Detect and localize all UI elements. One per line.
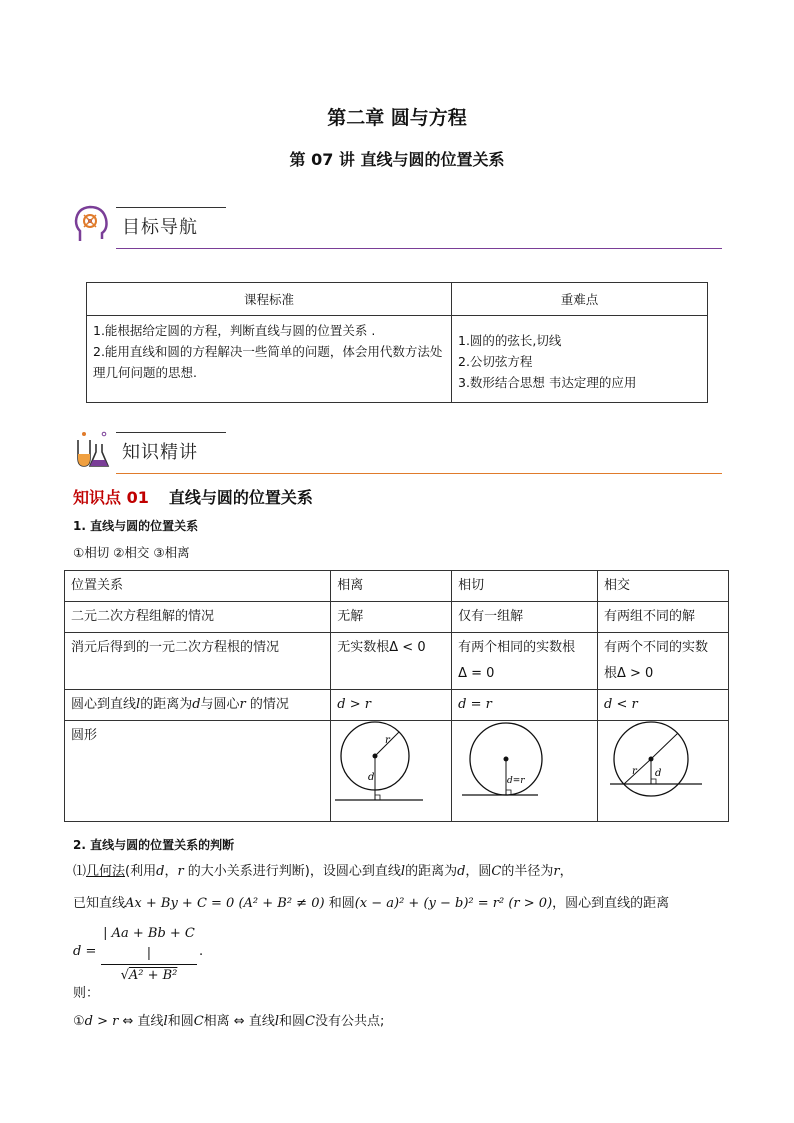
label-d: d <box>368 772 375 783</box>
diagram-tangent-cell <box>452 721 598 822</box>
section-knowledge-title: 知识精讲 <box>122 442 198 463</box>
row1-c2: 仅有一组解 <box>452 602 598 633</box>
key-point-item: 2.公切弦方程 <box>458 354 533 369</box>
judgement-paragraph <box>73 858 753 1036</box>
standard-item: 1.能根据给定圆的方程，判断直线与圆的位置关系 . <box>93 323 376 338</box>
kp-title: 直线与圆的位置关系 <box>168 488 313 507</box>
row2-c2-line1: 有两个相同的实数根 <box>458 640 576 655</box>
then-label: 则： <box>73 986 100 1001</box>
row3-c2: d = r <box>452 690 598 721</box>
distance-formula: d = | Aa + Bb + C | √A² + B² . <box>73 926 204 983</box>
th-position: 位置关系 <box>65 571 331 602</box>
head-brain-icon <box>72 203 110 245</box>
circle-equation: (x − a)² + (y − b)² = r² (r > 0) <box>354 896 553 911</box>
lab-flask-icon <box>72 428 110 470</box>
lecture-title: 第 07 讲 直线与圆的位置关系 <box>289 150 505 169</box>
diagram-intersect-cell <box>598 721 729 822</box>
th-tangent: 相切 <box>452 571 598 602</box>
para-line1: ⑴几何法(利用d，r 的大小关系进行判断)，设圆心到直线l的距离为d，圆C的半径为r， <box>73 864 573 879</box>
goal-col1-header: 课程标准 <box>87 283 452 316</box>
row2-c3-line1: 有两个不同的实数 <box>604 640 709 655</box>
key-point-item: 1.圆的的弦长,切线 <box>458 333 562 348</box>
goal-col2-header: 重难点 <box>452 283 708 316</box>
standards-cell <box>87 316 452 403</box>
standard-item: 2.能用直线和圆的方程解决一些简单的问题，体会用代数方法处理几何问题的思想. <box>93 344 443 380</box>
position-table <box>64 570 729 822</box>
row1-c1: 无解 <box>331 602 452 633</box>
row3-c1: d > r <box>331 690 452 721</box>
label-d: d <box>655 768 662 779</box>
th-intersect: 相交 <box>598 571 729 602</box>
row3-c3: d < r <box>598 690 729 721</box>
section-knowledge-header <box>72 428 722 474</box>
rule-separate: ①d > r ⇔ 直线l和圆C相离 ⇔ 直线l和圆C没有公共点; <box>73 1014 385 1029</box>
diagram-separate <box>331 721 439 811</box>
label-dr: d=r <box>507 776 525 786</box>
key-points-cell <box>452 316 708 403</box>
row2-c3-line2: 根Δ > 0 <box>604 666 654 681</box>
row2-c2 <box>452 633 598 690</box>
sub1-title: 1. 直线与圆的位置关系 <box>73 519 199 533</box>
line-equation: Ax + By + C = 0 (A² + B² ≠ 0) <box>125 896 325 911</box>
knowledge-point-heading <box>73 485 313 508</box>
label-r: r <box>632 766 637 777</box>
row2-c1: 无实数根Δ < 0 <box>331 633 452 690</box>
diagram-intersect <box>598 721 728 811</box>
goal-table <box>86 282 708 403</box>
key-point-item: 3.数形结合思想 韦达定理的应用 <box>458 375 637 390</box>
row1-label: 二元二次方程组解的情况 <box>65 602 331 633</box>
row2-c2-line2: Δ = 0 <box>458 666 495 681</box>
chapter-title: 第二章 圆与方程 <box>327 107 467 129</box>
row2-label: 消元后得到的一元二次方程根的情况 <box>65 633 331 690</box>
diagram-tangent <box>452 721 585 811</box>
para-line2: 已知直线Ax + By + C = 0 (A² + B² ≠ 0) 和圆(x − a)² + (y − b)² = r² (r > 0)，圆心到直线的距离 <box>73 896 670 911</box>
label-r: r <box>385 735 391 746</box>
row1-c3: 有两组不同的解 <box>598 602 729 633</box>
sub2-title: 2. 直线与圆的位置关系的判断 <box>73 838 235 852</box>
row4-label: 圆形 <box>65 721 331 822</box>
sub1-items: ①相切 ②相交 ③相离 <box>73 545 190 560</box>
section-goal-title: 目标导航 <box>122 217 198 238</box>
kp-label: 知识点 01 <box>73 488 149 507</box>
diagram-separate-cell <box>331 721 452 822</box>
row3-label: 圆心到直线l的距离为d与圆心r 的情况 <box>65 690 331 721</box>
section-goal-header <box>72 203 722 249</box>
th-separate: 相离 <box>331 571 452 602</box>
row2-c3 <box>598 633 729 690</box>
